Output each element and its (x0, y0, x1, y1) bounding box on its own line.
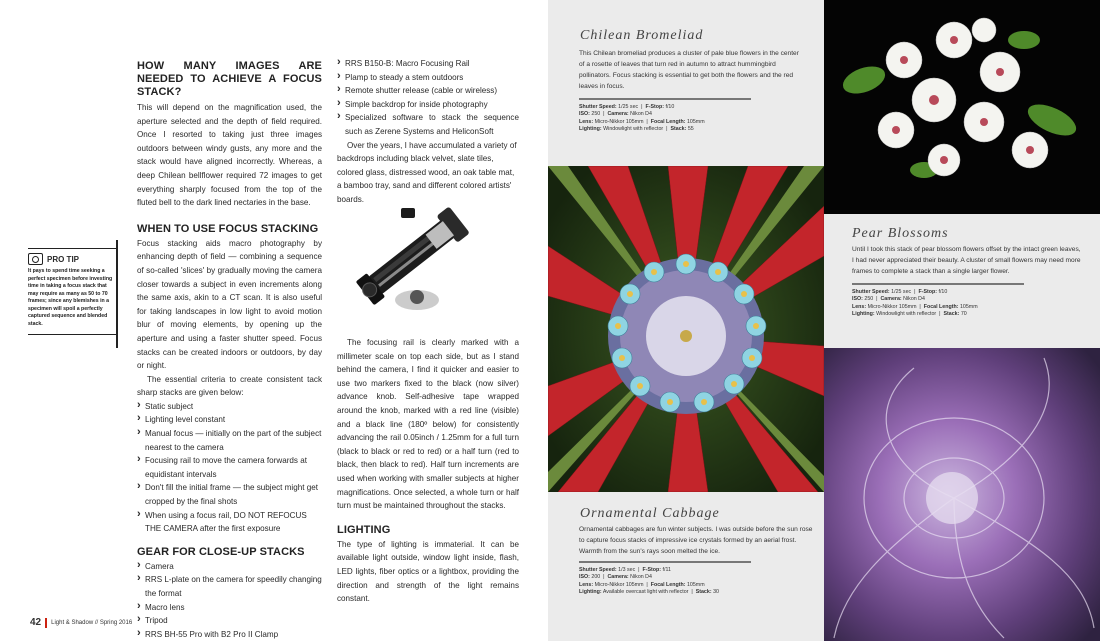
caption-title: Chilean Bromeliad (580, 28, 704, 43)
caption-specs: Shutter Speed: 1/25 sec | F-Stop: f/10 ISO: 250 | Camera: Nikon D4 Lens: Micro-Nikkor 105mm | Focal Length: 105mm Lighting: Windowlight with reflector | Stack: 55 (579, 104, 705, 133)
caption-desc: Until I took this stack of pear blossom flowers offset by the intact green leaves, I had never appreciated their beauty. A cluster of small flowers may need more frames to complete a stack than a single larger flower. (852, 246, 1081, 275)
list-item: › Static subject (137, 400, 322, 414)
para-how-many: This will depend on the magnification used, the aperture selected and the depth of field required. Once I resorted to taking just three images outdoors between windy gusts, any more and the stack would have aligned incorrectly. Whereas, a deep Chilean bellflower required 72 images to get everything sharply focused from the top of the fluted bell to the dark lined nectaries in the base. (137, 103, 322, 208)
list-item: › RRS L-plate on the camera for speedily changing the format (137, 573, 322, 600)
footer-divider (45, 618, 47, 628)
caption-rule (852, 283, 1024, 285)
list-item: › When using a focus rail, DO NOT REFOCUS THE CAMERA after the first exposure (137, 509, 322, 536)
list-item: › RRS B150-B: Macro Focusing Rail (337, 57, 519, 71)
caption-rule (579, 98, 751, 100)
gear-list (137, 560, 322, 641)
list-item: › Remote shutter release (cable or wireless) (337, 84, 519, 98)
list-item: › Plamp to steady a stem outdoors (337, 71, 519, 85)
pro-tip-title: PRO TIP (47, 254, 80, 264)
list-item: › Don't fill the initial frame — the subject might get cropped by the final shots (137, 481, 322, 508)
page-footer (30, 617, 132, 628)
list-item: › RRS BH-55 Pro with B2 Pro II Clamp (137, 628, 322, 641)
para-when-1: Focus stacking aids macro photography by enhancing depth of field — combining a sequence of so-called 'slices' by gradually moving the camera closer towards a subject in even increments along the same axis, akin to a CT scan. It is also useful for taking landscapes in low light to avoid motion blur of moving elements, by opening up the aperture and using a faster shutter speed. Focus stacks can be created indoors or outdoors, by day or night. (137, 238, 322, 371)
page-number: 42 (30, 617, 42, 628)
caption-ornamental-cabbage (572, 498, 824, 613)
caption-specs: Shutter Speed: 1/3 sec | F-Stop: f/11 ISO: 200 | Camera: Nikon D4 Lens: Micro-Nikkor 105mm | Focal Length: 105mm Lighting: Available overcast light with reflector | Stack: 30 (579, 567, 719, 596)
pro-tip-text: It pays to spend time seeking a perfect specimen before investing time in taking a focus stack that may require as many as 50 to 70 frames; since any blemishes in a specimen will spoil a perfectly captured sequence and blended stack. (28, 268, 113, 327)
heading-gear: GEAR FOR CLOSE-UP STACKS (137, 545, 305, 558)
footer-title: Light & Shadow // Spring 2016 (51, 619, 133, 626)
heading-when: WHEN TO USE FOCUS STACKING (137, 222, 319, 235)
heading-how-many: HOW MANY IMAGES ARE NEEDED TO ACHIEVE A FOCUS STACK? (137, 60, 322, 98)
list-item: › Focusing rail to move the camera forwards at equidistant intervals (137, 454, 322, 481)
list-item: › Camera (137, 560, 322, 574)
criteria-list (137, 400, 322, 536)
para-backdrops: Over the years, I have accumulated a variety of backdrops including black velvet, slate tiles, colored glass, distressed wood, an oak table mat, a bamboo tray, sand and different colored artists' boards. (337, 140, 517, 204)
list-item: › Specialized software to stack the sequence such as Zerene Systems and HeliconSoft (337, 111, 519, 138)
para-lighting: The type of lighting is immaterial. It can be available light outside, window light inside, flash, LED lights, fiber optics or a lightbox, providing the direction and strength of the light remains constant. (337, 539, 519, 604)
list-item: › Tripod (137, 614, 322, 628)
ornamental-cabbage-photo (824, 348, 1100, 641)
para-focusing-rail: The focusing rail is clearly marked with a millimeter scale on top each side, but as I stand behind the camera, I find it quicker and easier to use two markers fixed to the black (now silver) advance knob. Self-adhesive tape wrapped around the knob, marked with a red line (visible) and a black line (180º below) for consistently advancing the rail 0.05inch / 1.25mm for a full turn (black to black or red to red) or a half turn (red to black, then black to red). Half turn increments are used when working with smaller subjects at higher magnifications. Once selected, a whole turn or half turn must be maintained throughout the stacks. (337, 338, 519, 511)
caption-specs: Shutter Speed: 1/25 sec | F-Stop: f/10 ISO: 250 | Camera: Nikon D4 Lens: Micro-Nikkor 105mm | Focal Length: 105mm Lighting: Windowlight with reflector | Stack: 70 (852, 289, 978, 318)
gear-list-continued (337, 57, 519, 139)
protip-rule (116, 240, 118, 348)
heading-lighting: LIGHTING (337, 523, 391, 536)
caption-title: Pear Blossoms (852, 226, 949, 241)
list-item: › Macro lens (137, 601, 322, 615)
focusing-rail-image (345, 198, 480, 318)
pro-tip-box (28, 248, 116, 335)
list-item: › Manual focus — initially on the part of the subject nearest to the camera (137, 427, 322, 454)
caption-title: Ornamental Cabbage (580, 506, 720, 521)
middle-column (337, 57, 519, 207)
para-when-2: The essential criteria to create consistent tack sharp stacks are given below: (137, 374, 322, 398)
middle-column-lower (337, 336, 519, 606)
pear-blossoms-photo (824, 0, 1100, 214)
chilean-bromeliad-photo (548, 166, 824, 492)
list-item: › Simple backdrop for inside photography (337, 98, 519, 112)
caption-desc: This Chilean bromeliad produces a cluster of pale blue flowers in the center of a rosette of leaves that turn red in autumn to attract hummingbird pollinators. Focus stacking is essential to get both the flowers and the red leaves in focus. (579, 50, 799, 90)
caption-pear-blossoms (844, 220, 1084, 344)
list-item: › Lighting level constant (137, 413, 322, 427)
caption-chilean-bromeliad (572, 20, 802, 160)
left-column (137, 60, 322, 641)
camera-icon (28, 253, 43, 265)
caption-rule (579, 561, 751, 563)
caption-desc: Ornamental cabbages are fun winter subjects. I was outside before the sun rose to capture focus stacks of impressive ice crystals formed by an aerial frost. Warmth from the sun's rays soon melted the ice. (579, 526, 813, 555)
